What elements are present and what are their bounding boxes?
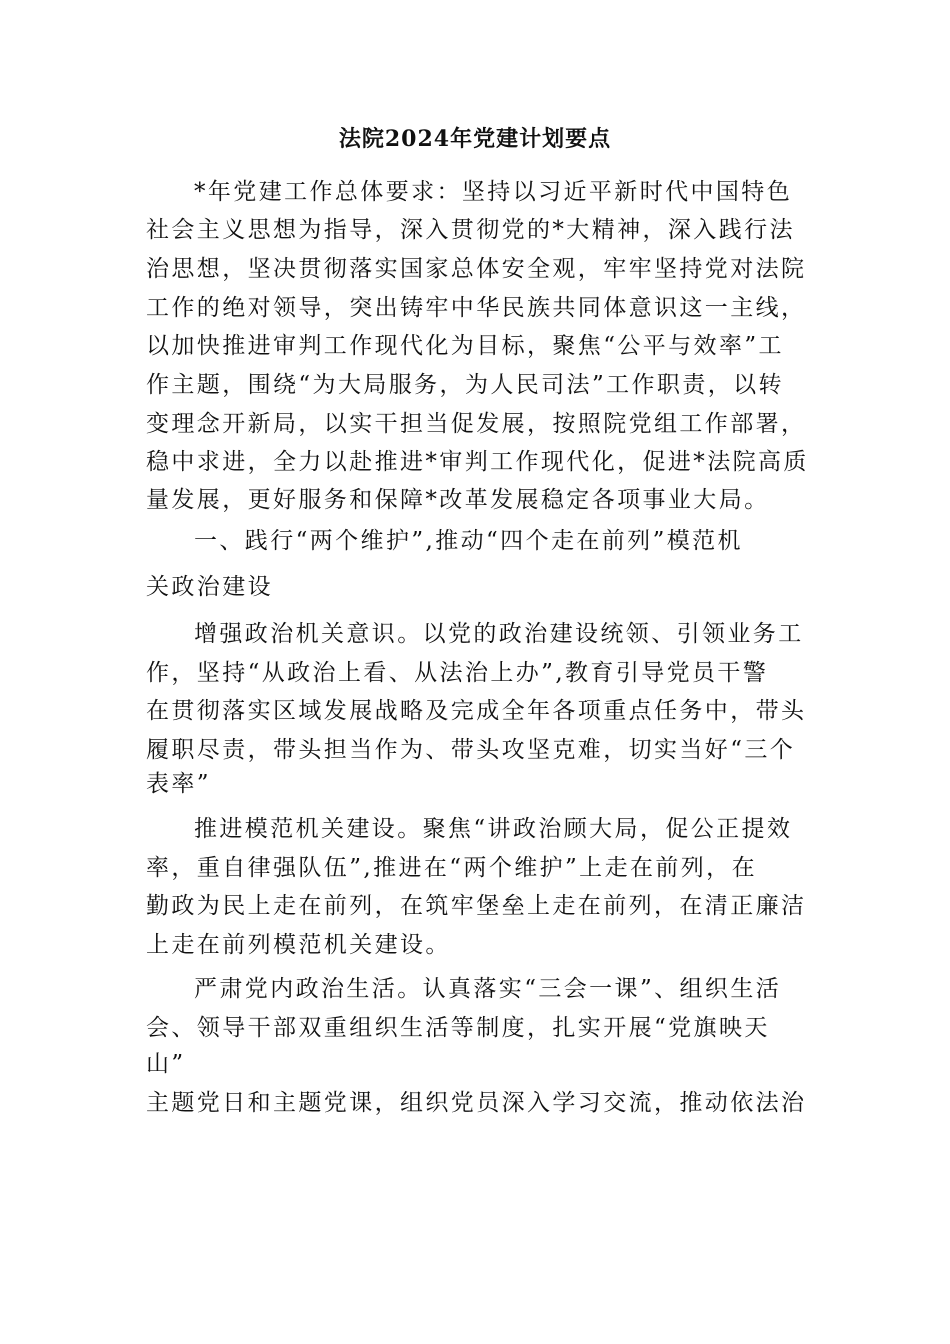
body-line: 率，重自律强队伍”,推进在“两个维护”上走在前列，在: [146, 855, 757, 881]
body-line: 履职尽责，带头担当作为、带头攻坚克难，切实当好“三个: [146, 737, 796, 763]
body-line: 社会主义思想为指导，深入贯彻党的*大精神，深入践行法: [146, 217, 795, 243]
body-line: 治思想，坚决贯彻落实国家总体安全观，牢牢坚持党对法院: [146, 256, 807, 282]
body-line: 变理念开新局，以实干担当促发展，按照院党组工作部署，: [146, 411, 807, 437]
body-line: 稳中求进，全力以赴推进*审判工作现代化，促进*法院高质: [146, 449, 809, 475]
body-line: 表率”: [146, 771, 211, 797]
body-line: 增强政治机关意识。以党的政治建设统领、引领业务工: [194, 621, 804, 647]
body-line: 勤政为民上走在前列，在筑牢堡垒上走在前列，在清正廉洁: [146, 893, 807, 919]
body-line: 上走在前列模范机关建设。: [146, 932, 451, 958]
body-line: 会、领导干部双重组织生活等制度，扎实开展“党旗映天: [146, 1015, 770, 1041]
body-line: *年党建工作总体要求：坚持以习近平新时代中国特色: [194, 179, 793, 205]
body-line: 作主题，围绕“为大局服务，为人民司法”工作职责，以转: [146, 372, 784, 398]
section-heading-line: 一、践行“两个维护”,推动“四个走在前列”模范机: [194, 528, 743, 554]
body-line: 在贯彻落实区域发展战略及完成全年各项重点任务中，带头: [146, 698, 807, 724]
section-heading-line: 关政治建设: [146, 574, 273, 600]
body-line: 以加快推进审判工作现代化为目标，聚焦“公平与效率”工: [146, 333, 784, 359]
body-line: 量发展，更好服务和保障*改革发展稳定各项事业大局。: [146, 487, 770, 513]
document-title: 法院2024年党建计划要点: [338, 126, 612, 152]
body-line: 主题党日和主题党课，组织党员深入学习交流，推动依法治: [146, 1090, 807, 1116]
body-line: 山”: [146, 1051, 186, 1077]
body-line: 严肃党内政治生活。认真落实“三会一课”、组织生活: [194, 976, 782, 1002]
body-line: 作，坚持“从政治上看、从法治上办”,教育引导党员干警: [146, 660, 769, 686]
body-line: 推进模范机关建设。聚焦“讲政治顾大局，促公正提效: [194, 816, 793, 842]
body-line: 工作的绝对领导，突出铸牢中华民族共同体意识这一主线，: [146, 295, 807, 321]
